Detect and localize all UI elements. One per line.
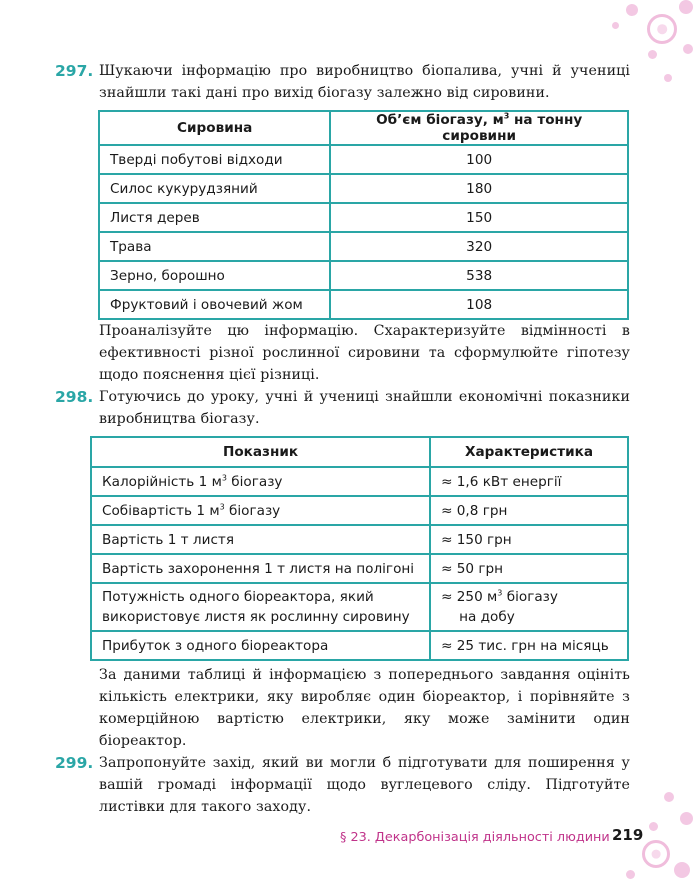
table-cell: Фруктовий і овочевий жом bbox=[99, 290, 330, 319]
column-header: Об’єм біогазу, $м^3$ на тонну сировини bbox=[330, 111, 628, 145]
task-297 bbox=[55, 60, 630, 104]
table-row bbox=[99, 174, 628, 203]
table-cell: 538 bbox=[330, 261, 628, 290]
table-cell: Листя дерев bbox=[99, 203, 330, 232]
table-cell: 320 bbox=[330, 232, 628, 261]
table-cell: 180 bbox=[330, 174, 628, 203]
table-cell: Трава bbox=[99, 232, 330, 261]
table-cell: ≈ 0,8 грн bbox=[430, 496, 628, 525]
table-row bbox=[99, 145, 628, 174]
table-cell: Потужність одного біореактора, який використовує листя як рослинну сировину bbox=[91, 583, 430, 631]
table-row bbox=[99, 232, 628, 261]
table-cell: Вартість захоронення 1 т листя на полігоні bbox=[91, 554, 430, 583]
table-row bbox=[91, 496, 628, 525]
table-cell: ≈ 25 тис. грн на місяць bbox=[430, 631, 628, 660]
decor-dot bbox=[649, 822, 658, 831]
table-row bbox=[99, 261, 628, 290]
table-cell: Вартість 1 т листя bbox=[91, 525, 430, 554]
table-row bbox=[91, 631, 628, 660]
decor-dot bbox=[674, 862, 690, 878]
biogas-economics-table bbox=[90, 436, 629, 661]
decor-dot bbox=[612, 22, 619, 29]
task-299 bbox=[55, 752, 630, 818]
table-cell: Силос кукурудзяний bbox=[99, 174, 330, 203]
decor-dot bbox=[664, 792, 674, 802]
table-cell: ≈ 50 грн bbox=[430, 554, 628, 583]
decor-dot bbox=[647, 14, 677, 44]
task-text: Запропонуйте захід, який ви могли б підготувати для поширення у вашій громаді інформації щодо вуглецевого сліду. Підготуйте листівки для такого заходу. bbox=[99, 755, 630, 815]
decor-dot bbox=[679, 0, 693, 14]
task-text: Готуючись до уроку, учні й учениці знайшли економічні показники виробництва біогазу. bbox=[99, 389, 630, 427]
table-row bbox=[91, 583, 628, 631]
decor-dot bbox=[648, 50, 657, 59]
table-row bbox=[91, 467, 628, 496]
table-cell: Прибуток з одного біореактора bbox=[91, 631, 430, 660]
table-row bbox=[99, 203, 628, 232]
table-cell: ≈ 1,6 кВт енергії bbox=[430, 467, 628, 496]
table-cell: 100 bbox=[330, 145, 628, 174]
decor-dot bbox=[642, 840, 670, 868]
table-cell: Калорійність 1 $м^3$ біогазу bbox=[91, 467, 430, 496]
task-297-followup: Проаналізуйте цю інформацію. Схарактеризуйте відмінності в ефективності різної рослинної сировини та сформулюйте гіпотезу щодо пояснення цієї різниці. bbox=[99, 323, 630, 383]
biogas-yield-table bbox=[98, 110, 629, 320]
table-row bbox=[99, 290, 628, 319]
decor-dot bbox=[626, 4, 638, 16]
table-row bbox=[91, 525, 628, 554]
table-cell: Собівартість 1 $м^3$ біогазу bbox=[91, 496, 430, 525]
decor-dot bbox=[626, 870, 635, 879]
column-header: Сировина bbox=[99, 111, 330, 145]
task-number: 299. bbox=[55, 754, 94, 772]
task-text: Шукаючи інформацію про виробництво біопалива, учні й учениці знайшли такі дані про вихід біогазу залежно від сировини. bbox=[99, 63, 630, 101]
table-header-row bbox=[99, 111, 628, 145]
decor-dot bbox=[680, 812, 693, 825]
table-cell: Зерно, борошно bbox=[99, 261, 330, 290]
table-header-row bbox=[91, 437, 628, 467]
table-cell: Тверді побутові відходи bbox=[99, 145, 330, 174]
table-cell: ≈ 150 грн bbox=[430, 525, 628, 554]
task-number: 297. bbox=[55, 62, 94, 80]
task-number: 298. bbox=[55, 388, 94, 406]
section-title: § 23. Декарбонізація діяльності людини bbox=[340, 830, 610, 845]
task-298 bbox=[55, 386, 630, 430]
table-row bbox=[91, 554, 628, 583]
decor-dot bbox=[683, 44, 693, 54]
page-number: 219 bbox=[612, 826, 644, 844]
column-header: Характеристика bbox=[430, 437, 628, 467]
column-header: Показник bbox=[91, 437, 430, 467]
table-cell: 108 bbox=[330, 290, 628, 319]
decor-dot bbox=[664, 74, 672, 82]
table-cell: ≈ 250 $м^3$ біогазу на добу bbox=[430, 583, 628, 631]
table-cell: 150 bbox=[330, 203, 628, 232]
task-298-followup: За даними таблиці й інформацією з попереднього завдання оцініть кількість електрики, яку виробляє один біореактор, і порівняйте з комерційною вартістю електрики, яку може замінити один біореактор. bbox=[99, 667, 630, 749]
